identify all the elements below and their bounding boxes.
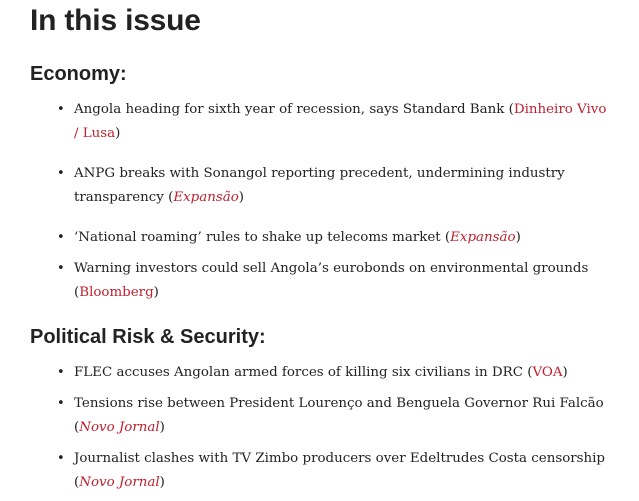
economy-list (30, 98, 630, 305)
bullet-icon: • (57, 396, 65, 411)
bullet-icon: • (57, 365, 65, 380)
bullet-icon: • (57, 102, 65, 117)
list-item: • Journalist clashes with TV Zimbo producers over Edeltrudes Costa censorship (Novo Jornal) (30, 447, 610, 495)
list-item: • Tensions rise between President Lourenço and Benguela Governor Rui Falcão (Novo Jornal) (30, 392, 610, 440)
list-item: • ANPG breaks with Sonangol reporting precedent, undermining industry transparency (Expansão) (30, 162, 610, 210)
section-heading-political-risk: Political Risk & Security: (30, 326, 266, 348)
source-link[interactable]: VOA (532, 365, 563, 380)
source-link[interactable]: Novo Jornal (79, 420, 160, 435)
bullet-icon: • (57, 230, 65, 245)
list-item: • FLEC accuses Angolan armed forces of killing six civilians in DRC (VOA) (30, 361, 610, 385)
list-item: • Angola heading for sixth year of recession, says Standard Bank (Dinheiro Vivo / Lusa) (30, 98, 610, 146)
list-item: • Warning investors could sell Angola’s eurobonds on environmental grounds (Bloomberg) (30, 257, 610, 305)
item-text: Angola heading for sixth year of recession, says Standard Bank (74, 102, 505, 117)
bullet-icon: • (57, 166, 65, 181)
political-risk-list (30, 361, 630, 495)
source-link[interactable]: Dinheiro Vivo / Lusa (74, 102, 607, 141)
newsletter-content (30, 0, 630, 495)
source-link[interactable]: Novo Jornal (79, 475, 160, 490)
item-text: ANPG breaks with Sonangol reporting precedent, undermining industry transparency (74, 166, 565, 205)
source-link[interactable]: Bloomberg (79, 285, 154, 300)
item-text: ‘National roaming’ rules to shake up telecoms market (74, 230, 441, 245)
item-text: FLEC accuses Angolan armed forces of killing six civilians in DRC (74, 365, 523, 380)
bullet-icon: • (57, 451, 65, 466)
item-text: Tensions rise between President Lourenço and Benguela Governor Rui Falcão (74, 396, 604, 411)
item-text: Warning investors could sell Angola’s eurobonds on environmental grounds (74, 261, 589, 276)
bullet-icon: • (57, 261, 65, 276)
source-link[interactable]: Expansão (450, 230, 516, 245)
source-link[interactable]: Expansão (173, 190, 239, 205)
item-text: Journalist clashes with TV Zimbo producers over Edeltrudes Costa censorship (74, 451, 606, 466)
page-title: In this issue (30, 4, 201, 37)
list-item: • ‘National roaming’ rules to shake up telecoms market (Expansão) (30, 226, 610, 250)
section-heading-economy: Economy: (30, 63, 127, 85)
